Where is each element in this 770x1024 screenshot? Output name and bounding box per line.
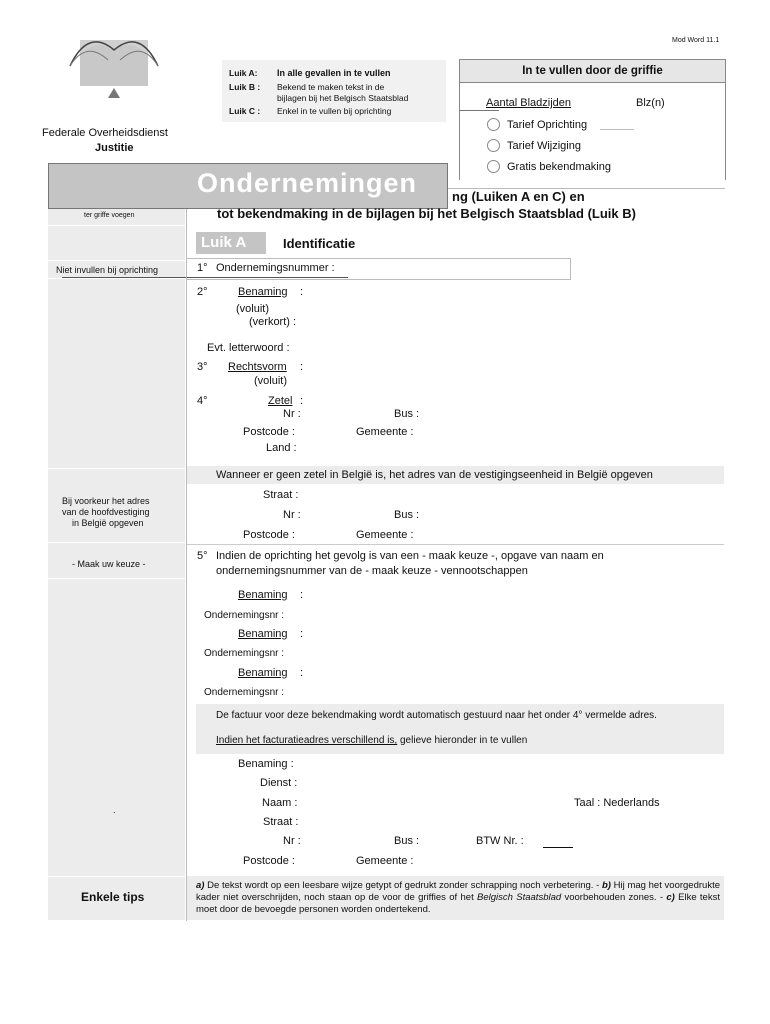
tarief-wijziging-label: Tarief Wijziging <box>507 140 581 152</box>
zetel-land-label: Land : <box>266 442 297 454</box>
vennootschap-2-benaming-label: Benaming <box>238 628 288 640</box>
benaming-colon: : <box>300 286 304 298</box>
factuur-alt-underlined: Indien het facturatieadres verschillend is, <box>216 735 398 746</box>
factuur-alt-text <box>216 735 527 746</box>
luik-c-text: Enkel in te vullen bij oprichting <box>277 106 392 116</box>
tip-b-text: Hij mag het voorgedrukte kader niet overschrijden, noch staan op de voor de griffies of het <box>196 880 720 903</box>
rechtsvorm-colon: : <box>300 361 304 373</box>
zetel-colon: : <box>300 395 304 407</box>
vennootschap-2-benaming-colon: : <box>300 628 304 640</box>
tarief-wijziging-radio[interactable] <box>487 139 500 152</box>
luik-a-text: In alle gevallen in te vullen <box>277 68 391 78</box>
tips-text <box>196 880 720 916</box>
sidebar-divider <box>48 542 185 543</box>
field-number-4: 4° <box>197 395 208 407</box>
vestiging-bus-label: Bus : <box>394 509 420 521</box>
oprichting-text-2: ondernemingsnummer van de - maak keuze - vennootschappen <box>216 565 528 577</box>
luik-c-key: Luik C : <box>229 106 261 116</box>
luik-b-text: Bekend te maken tekst in de <box>277 82 385 92</box>
vennootschap-2-ondnr-label: Ondernemingsnr : <box>204 648 285 659</box>
factuur-alt-rest: gelieve hieronder in te vullen <box>397 735 528 746</box>
letterwoord-label: Evt. letterwoord : <box>207 342 290 354</box>
vestiging-nr-label: Nr : <box>283 509 301 521</box>
tarief-dotted-line <box>600 129 634 130</box>
mod-word-label: Mod Word 11.1 <box>672 37 720 44</box>
zetel-postcode-label: Postcode : <box>243 426 295 438</box>
btw-input-line[interactable] <box>543 847 573 848</box>
verkort-label: (verkort) : <box>249 316 297 328</box>
luik-legend <box>222 60 446 122</box>
form-heading-line2: tot bekendmaking in de bijlagen bij het Belgisch Staatsblad (Luik B) <box>217 206 636 221</box>
sidebar-griffie-note: ter griffe voegen <box>84 212 135 219</box>
left-sidebar <box>48 188 185 920</box>
vennootschap-1-benaming-label: Benaming <box>238 589 288 601</box>
facturatie-btw-label: BTW Nr. : <box>476 835 524 847</box>
factuur-text: De factuur voor deze bekendmaking wordt automatisch gestuurd naar het onder 4° vermelde adres. <box>216 710 657 721</box>
zetel-label: Zetel <box>268 395 293 407</box>
rechtsvorm-label: Rechtsvorm <box>228 361 287 373</box>
sidebar-niet-invullen: Niet invullen bij oprichting <box>56 265 159 275</box>
tarief-oprichting-radio[interactable] <box>487 118 500 131</box>
sidebar-divider <box>48 876 185 877</box>
luik-a-key: Luik A: <box>229 68 258 78</box>
vennootschap-3-benaming-label: Benaming <box>238 667 288 679</box>
facturatie-postcode-label: Postcode : <box>243 855 295 867</box>
griffie-title: In te vullen door de griffie <box>460 60 725 83</box>
belgian-government-logo <box>68 28 160 100</box>
tip-a-marker: a) <box>196 880 205 891</box>
form-heading-line1: ng (Luiken A en C) en <box>452 189 585 204</box>
facturatie-bus-label: Bus : <box>394 835 420 847</box>
tip-b-italic: Belgisch Staatsblad <box>477 892 562 903</box>
aantal-bladzijden: Aantal Bladzijden <box>486 97 572 109</box>
vennootschap-3-benaming-colon: : <box>300 667 304 679</box>
luik-b-key: Luik B : <box>229 82 261 92</box>
rechtsvorm-voluit-label: (voluit) <box>254 375 288 387</box>
geen-zetel-text: Wanneer er geen zetel in België is, het adres van de vestigingseenheid in België opgeven <box>216 469 653 481</box>
tip-b-text2: voorbehouden zones. - <box>561 892 667 903</box>
tip-b-marker: b) <box>602 880 611 891</box>
vennootschap-1-benaming-colon: : <box>300 589 304 601</box>
agency-justitie: Justitie <box>95 142 134 154</box>
agency-name: Federale Overheidsdienst <box>42 127 168 139</box>
luik-a-badge-text: Luik A <box>201 234 247 251</box>
vestiging-section-line <box>187 544 724 545</box>
vestiging-gemeente-label: Gemeente : <box>356 529 414 541</box>
sidebar-hoofdvestiging-2: van de hoofdvestiging <box>62 507 150 517</box>
tarief-oprichting-label: Tarief Oprichting <box>507 119 588 131</box>
facturatie-taal-label: Taal : Nederlands <box>574 797 660 809</box>
vennootschap-1-ondnr-label: Ondernemingsnr : <box>204 610 285 621</box>
field-number-5: 5° <box>197 550 208 562</box>
tip-c-text: Elke tekst moet door de bevoegde personen worden ondertekend. <box>196 892 720 915</box>
facturatie-gemeente-label: Gemeente : <box>356 855 414 867</box>
facturatie-benaming-label: Benaming : <box>238 758 294 770</box>
sidebar-divider <box>48 468 185 469</box>
voluit-label: (voluit) <box>236 303 270 315</box>
field-number-3: 3° <box>197 361 208 373</box>
facturatie-naam-label: Naam : <box>262 797 298 809</box>
sidebar-divider <box>48 225 185 226</box>
facturatie-nr-label: Nr : <box>283 835 301 847</box>
vestiging-straat-label: Straat : <box>263 489 299 501</box>
ondernemingen-banner <box>48 163 448 209</box>
zetel-nr-label: Nr : <box>283 408 301 420</box>
field-number-2: 2° <box>197 286 208 298</box>
facturatie-straat-label: Straat : <box>263 816 299 828</box>
sidebar-tips-label: Enkele tips <box>81 890 145 904</box>
field-number-1: 1° <box>197 262 208 274</box>
sidebar-hoofdvestiging-1: Bij voorkeur het adres <box>62 496 150 506</box>
facturatie-dienst-label: Dienst : <box>260 777 298 789</box>
banner-title: Ondernemingen <box>197 168 418 198</box>
sidebar-divider <box>48 578 185 579</box>
griffie-divider <box>459 110 499 111</box>
vestiging-postcode-label: Postcode : <box>243 529 295 541</box>
gratis-bekendmaking-radio[interactable] <box>487 160 500 173</box>
sidebar-divider <box>48 278 185 279</box>
tip-c-marker: c) <box>666 892 675 903</box>
gratis-bekendmaking-label: Gratis bekendmaking <box>507 161 611 173</box>
benaming-label: Benaming <box>238 286 288 298</box>
tip-a-text: De tekst wordt op een leesbare wijze getypt of gedrukt zonder schrapping noch verbetering. - <box>204 880 602 891</box>
oprichting-text-1: Indien de oprichting het gevolg is van een - maak keuze -, opgave van naam en <box>216 550 604 562</box>
luik-b-text2: bijlagen bij het Belgisch Staatsblad <box>277 93 409 103</box>
sidebar-divider <box>48 260 185 261</box>
sidebar-hoofdvestiging-3: in België opgeven <box>72 518 144 528</box>
luik-a-title: Identificatie <box>283 236 356 251</box>
sidebar-dot: . <box>113 805 116 815</box>
vennootschap-3-ondnr-label: Ondernemingsnr : <box>204 687 285 698</box>
zetel-bus-label: Bus : <box>394 408 420 420</box>
sidebar-maak-keuze[interactable]: - Maak uw keuze - <box>72 559 146 569</box>
zetel-gemeente-label: Gemeente : <box>356 426 414 438</box>
blz-label: Blz(n) <box>636 97 665 109</box>
luik-a-badge <box>196 232 266 254</box>
ondernemingsnummer-label: Ondernemingsnummer : <box>216 262 335 274</box>
